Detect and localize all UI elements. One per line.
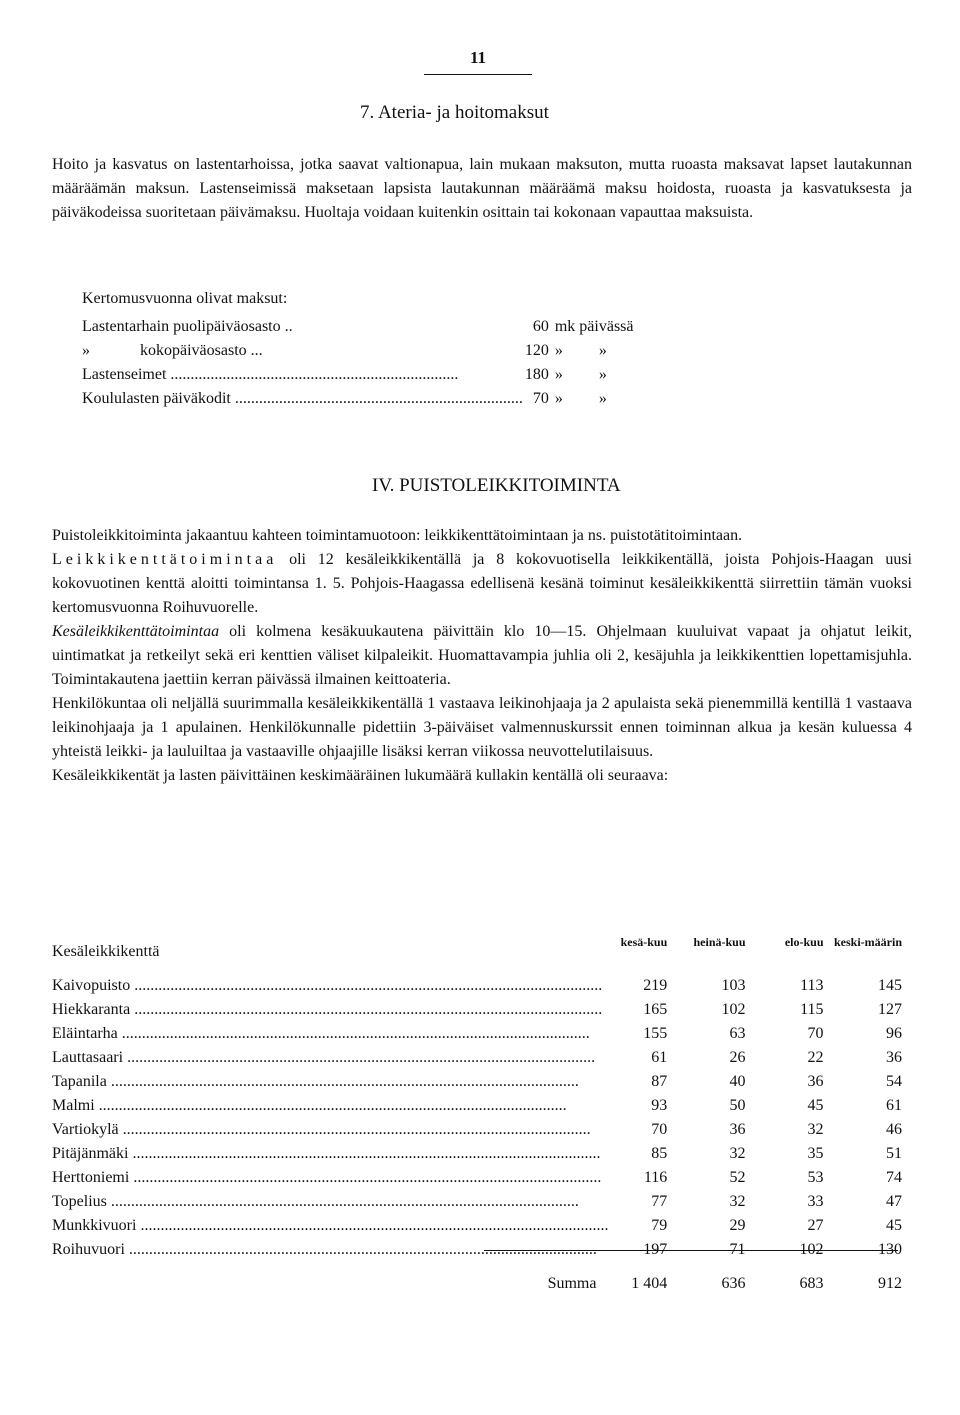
playground-table xyxy=(52,935,902,1299)
paragraph-text: oli 12 kesäleikkikentällä ja 8 kokovuotisella leikkikentällä, joista Pohjois-Haagan uusi kokovuotinen kenttä aloitti toimintansa 1. 5. Pohjois-Haagassa edellisenä kesänä toiminut kesäleikkikenttä siirrettiin tämän vuoksi kertomusvuonna Roihuvuorelle. xyxy=(52,551,912,616)
cell-june: 87 xyxy=(651,1073,668,1090)
fee-row xyxy=(82,366,634,390)
fee-row xyxy=(82,342,634,366)
cell-august: 27 xyxy=(807,1217,824,1234)
ditto-mark: » xyxy=(554,390,563,407)
cell-july: 32 xyxy=(729,1145,746,1162)
fee-amount: 180 xyxy=(524,366,549,383)
cell-august: 113 xyxy=(800,977,824,994)
cell-august: 102 xyxy=(799,1241,824,1258)
table-row xyxy=(52,1097,902,1121)
cell-june: 155 xyxy=(643,1025,668,1042)
paragraph xyxy=(52,620,912,692)
cell-average: 36 xyxy=(886,1049,902,1066)
body-text xyxy=(52,524,912,788)
row-name: Pitäjänmäki xyxy=(52,1145,129,1162)
row-name: Lauttasaari xyxy=(52,1049,124,1066)
fee-label: Lastenseimet xyxy=(82,366,167,383)
cell-june: 85 xyxy=(651,1145,668,1162)
fee-label: Koululasten päiväkodit xyxy=(82,390,231,407)
intro-paragraph: Hoito ja kasvatus on lastentarhoissa, jotka saavat valtionapua, lain mukaan maksuton, mutta ruoasta maksavat lapset lautakunnan määräämän maksun. Lastenseimissä maksetaan lapsista lautakunnan määräämä maksu hoidosta, ruoasta ja kasvatuksesta ja päiväkodeissa suoritetaan päivämaksu. Huoltaja voidaan kuitenkin osittain tai kokonaan vapauttaa maksuista. xyxy=(52,156,912,221)
cell-july: 26 xyxy=(729,1049,746,1066)
fees-table xyxy=(82,318,634,414)
cell-june: 197 xyxy=(643,1241,668,1258)
row-name: Topelius xyxy=(52,1193,107,1210)
page-number: 11 xyxy=(424,48,532,75)
fee-label: Lastentarhain puolipäiväosasto .. xyxy=(82,318,293,335)
table-row xyxy=(52,1217,902,1241)
cell-average: 47 xyxy=(886,1193,902,1210)
row-name: Roihuvuori xyxy=(52,1241,125,1258)
paragraph xyxy=(52,548,912,620)
table-row xyxy=(52,1121,902,1145)
paragraph: Kesäleikkikentät ja lasten päivittäinen keskimääräinen lukumäärä kullakin kentällä oli seuraava: xyxy=(52,767,669,784)
italic-term: Kesäleikkikenttätoimintaa xyxy=(52,623,220,640)
cell-july: 32 xyxy=(729,1193,746,1210)
cell-average: 51 xyxy=(886,1145,902,1162)
fee-row xyxy=(82,318,634,342)
cell-june: 77 xyxy=(651,1193,668,1210)
cell-average: 96 xyxy=(886,1025,902,1042)
sum-average: 912 xyxy=(878,1275,902,1292)
cell-average: 45 xyxy=(886,1217,902,1234)
ditto-mark: » xyxy=(598,342,607,359)
cell-july: 29 xyxy=(729,1217,746,1234)
cell-june: 79 xyxy=(651,1217,668,1234)
row-name: Tapanila xyxy=(52,1073,107,1090)
cell-august: 53 xyxy=(807,1169,824,1186)
cell-average: 61 xyxy=(886,1097,902,1114)
table-row xyxy=(52,1001,902,1025)
fee-amount: 120 xyxy=(524,342,549,359)
fee-unit: mk päivässä xyxy=(554,318,634,335)
row-name: Malmi xyxy=(52,1097,95,1114)
row-name: Herttoniemi xyxy=(52,1169,130,1186)
header-july: heinä-kuu xyxy=(693,935,746,949)
table-row xyxy=(52,977,902,1001)
ditto-mark: » xyxy=(598,366,607,383)
cell-june: 165 xyxy=(643,1001,668,1018)
cell-average: 74 xyxy=(886,1169,902,1186)
row-name: Eläintarha xyxy=(52,1025,118,1042)
cell-june: 219 xyxy=(643,977,668,994)
table-row xyxy=(52,1169,902,1193)
header-august: elo-kuu xyxy=(784,935,824,949)
cell-july: 63 xyxy=(729,1025,746,1042)
cell-august: 22 xyxy=(807,1049,824,1066)
sum-row xyxy=(52,1265,902,1299)
fee-row xyxy=(82,390,634,414)
header-name: Kesäleikkikenttä xyxy=(52,943,160,960)
cell-june: 116 xyxy=(643,1169,668,1186)
cell-average: 46 xyxy=(886,1121,902,1138)
table-row xyxy=(52,1025,902,1049)
paragraph-text: oli kolmena kesäkuukautena päivittäin klo 10—15. Ohjelmaan kuuluivat vapaat ja ohjatut leikit, uintimatkat ja retkeilyt sekä eri kenttien väliset kilpaleikit. Huomattavampia juhlia oli 2, kesäjuhla ja leikkikenttien lopettamisjuhla. Toimintakautena jaettiin kerran päivässä ilmainen keittoateria. xyxy=(52,623,912,688)
fees-intro: Kertomusvuonna olivat maksut: xyxy=(82,290,288,307)
row-name: Hiekkaranta xyxy=(52,1001,131,1018)
sum-divider xyxy=(484,1250,898,1251)
table-row xyxy=(52,1073,902,1097)
cell-august: 33 xyxy=(807,1193,824,1210)
cell-june: 61 xyxy=(651,1049,668,1066)
cell-august: 45 xyxy=(807,1097,824,1114)
cell-august: 115 xyxy=(800,1001,824,1018)
cell-july: 102 xyxy=(721,1001,746,1018)
cell-july: 52 xyxy=(729,1169,746,1186)
row-name: Munkkivuori xyxy=(52,1217,137,1234)
paragraph: Puistoleikkitoiminta jakaantuu kahteen toimintamuotoon: leikkikenttätoimintaan ja ns. puistotätitoimintaan. xyxy=(52,527,743,544)
sum-label: Summa xyxy=(547,1275,597,1292)
cell-june: 70 xyxy=(651,1121,668,1138)
cell-july: 50 xyxy=(729,1097,746,1114)
cell-august: 35 xyxy=(807,1145,824,1162)
sum-august: 683 xyxy=(799,1275,824,1292)
header-june: kesä-kuu xyxy=(620,935,668,949)
cell-average: 54 xyxy=(886,1073,902,1090)
sum-june: 1 404 xyxy=(631,1275,668,1292)
row-name: Vartiokylä xyxy=(52,1121,119,1138)
paragraph: Henkilökuntaa oli neljällä suurimmalla kesäleikkikentällä 1 vastaava leikinohjaaja ja 2 apulaista sekä pienemmillä kentillä 1 vastaava leikinohjaaja ja 1 apulainen. Henkilökunnalle pidettiin 3-päiväiset valmennuskurssit ennen toiminnan alkua ja kesän kuluessa 4 yhteistä leikki- ja lauluiltaa ja vastaaville ohjaajille lisäksi kerran viikossa neuvottelutilaisuus. xyxy=(52,695,912,760)
cell-august: 36 xyxy=(807,1073,824,1090)
cell-july: 36 xyxy=(729,1121,746,1138)
header-average: keski-määrin xyxy=(833,935,902,949)
table-row xyxy=(52,1049,902,1073)
section-title: 7. Ateria- ja hoitomaksut xyxy=(360,102,549,123)
ditto-mark: » xyxy=(554,342,563,359)
cell-july: 40 xyxy=(729,1073,746,1090)
ditto-mark: » xyxy=(554,366,563,383)
ditto-mark: » xyxy=(82,342,90,359)
cell-july: 103 xyxy=(721,977,746,994)
cell-average: 130 xyxy=(878,1241,902,1258)
ditto-mark: » xyxy=(598,390,607,407)
table-row xyxy=(52,1145,902,1169)
cell-average: 145 xyxy=(878,977,902,994)
table-row xyxy=(52,1241,902,1265)
cell-june: 93 xyxy=(651,1097,668,1114)
cell-august: 32 xyxy=(807,1121,824,1138)
cell-average: 127 xyxy=(878,1001,902,1018)
row-name: Kaivopuisto xyxy=(52,977,131,994)
chapter-title: IV. PUISTOLEIKKITOIMINTA xyxy=(372,475,621,496)
cell-july: 71 xyxy=(729,1241,746,1258)
fee-amount: 70 xyxy=(532,390,549,407)
cell-august: 70 xyxy=(807,1025,824,1042)
fee-label: kokopäiväosasto ... xyxy=(140,342,263,359)
sum-july: 636 xyxy=(721,1275,746,1292)
table-row xyxy=(52,1193,902,1217)
spaced-term: Leikkikenttätoimintaa xyxy=(52,551,278,568)
fee-amount: 60 xyxy=(532,318,549,335)
table-header xyxy=(52,935,902,967)
